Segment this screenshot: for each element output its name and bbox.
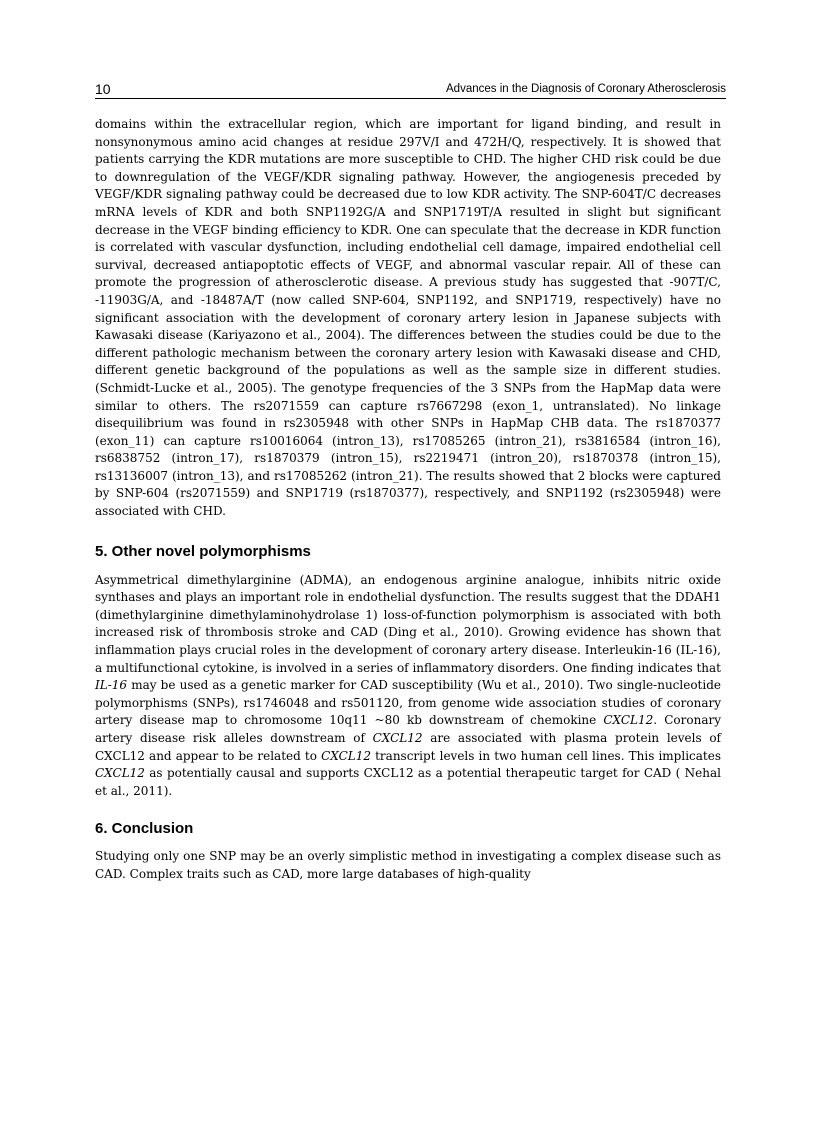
section-heading-other-polymorphisms: 5. Other novel polymorphisms [95, 542, 311, 560]
gene-name-italic: CXCL12 [603, 713, 654, 728]
paragraph-other-polymorphisms [95, 572, 721, 801]
section-heading-conclusion: 6. Conclusion [95, 820, 194, 838]
text-run: . Coronary artery disease risk alleles downstream of [95, 713, 721, 745]
paragraph-conclusion: Studying only one SNP may be an overly simplistic method in investigating a complex disease such as CAD. Complex traits such as CAD, more large databases of high-quality [95, 849, 721, 881]
body-text [95, 116, 721, 884]
gene-name-italic: IL-16 [95, 678, 128, 693]
text-run: transcript levels in two human cell lines. This implicates [371, 748, 721, 763]
running-title: Advances in the Diagnosis of Coronary Atherosclerosis [446, 83, 726, 95]
running-header [95, 80, 726, 99]
gene-name-italic: CXCL12 [372, 731, 423, 745]
text-run: Asymmetrical dimethylarginine (ADMA), an endogenous arginine analogue, inhibits nitric oxide synthases and plays an important role in endothelial dysfunction. The results suggest that the DDAH1 (dimethylarginine dimethylaminohydrolase 1) loss-of-function polymorphism is associated with both increased risk of thrombosis stroke and CAD (Ding et al., 2010). Growing evidence has shown that inflammation plays crucial roles in the development of coronary artery disease. Interleukin-16 (IL-16), a multifunctional cytokine, is involved in a series of inflammatory disorders. One finding indicates that [95, 572, 721, 675]
text-run: may be used as a genetic marker for CAD susceptibility (Wu et al., 2010). Two single-nucleotide polymorphisms (SNPs), rs1746048 and rs501120, from genome wide association studies of coronary artery disease map to chromosome 10q11 ~80 kb downstream of chemokine [95, 678, 721, 728]
page-number: 10 [95, 81, 111, 97]
paragraph-kdr: domains within the extracellular region, which are important for ligand binding, and result in nonsynonymous amino acid changes at residue 297V/I and 472H/Q, respectively. It is showed that patients carrying the KDR mutations are more susceptible to CHD. The higher CHD risk could be due to downregulation of the VEGF/KDR signaling pathway. However, the angiogenesis preceded by VEGF/KDR signaling pathway could be decreased due to low KDR activity. The SNP-604T/C decreases mRNA levels of KDR and both SNP1192G/A and SNP1719T/A resulted in slight but significant decrease in the VEGF binding efficiency to KDR. One can speculate that the decrease in KDR function is correlated with vascular dysfunction, including endothelial cell damage, impaired endothelial cell survival, decreased antiapoptotic effects of VEGF, and abnormal vascular repair. All of these can promote the progression of atherosclerotic disease. A previous study has suggested that -907T/C, -11903G/A, and -18487A/T (now called SNP-604, SNP1192, and SNP1719, respectively) have no significant association with the development of coronary artery lesion in Japanese subjects with Kawasaki disease (Kariyazono et al., 2004). The differences between the studies could be due to the different pathologic mechanism between the coronary artery lesion with Kawasaki disease and CHD, different genetic background of the populations as well as the sample size in different studies. (Schmidt-Lucke et al., 2005). The genotype frequencies of the 3 SNPs from the HapMap data were similar to others. The rs2071559 can capture rs7667298 (exon_1, untranslated). No linkage disequilibrium was found in rs2305948 with other SNPs in HapMap CHB data. The rs1870377 (exon_11) can capture rs10016064 (intron_13), rs17085265 (intron_21), rs3816584 (intron_16), rs6838752 (intron_17), rs1870379 (intron_15), rs2219471 (intron_20), rs1870378 (intron_15), rs13136007 (intron_13), and rs17085262 (intron_21). The results showed that 2 blocks were captured by SNP-604 (rs2071559) and SNP1719 (rs1870377), respectively, and SNP1192 (rs2305948) were associated with CHD. [95, 117, 721, 519]
text-run: as potentially causal and supports CXCL12 as a potential therapeutic target for CAD ( Nehal et al., 2011). [95, 766, 721, 798]
gene-name-italic: CXCL12 [95, 766, 145, 781]
gene-name-italic: CXCL12 [321, 748, 371, 763]
text-run: are associated with plasma protein levels of CXCL12 and appear to be related to [95, 731, 721, 763]
